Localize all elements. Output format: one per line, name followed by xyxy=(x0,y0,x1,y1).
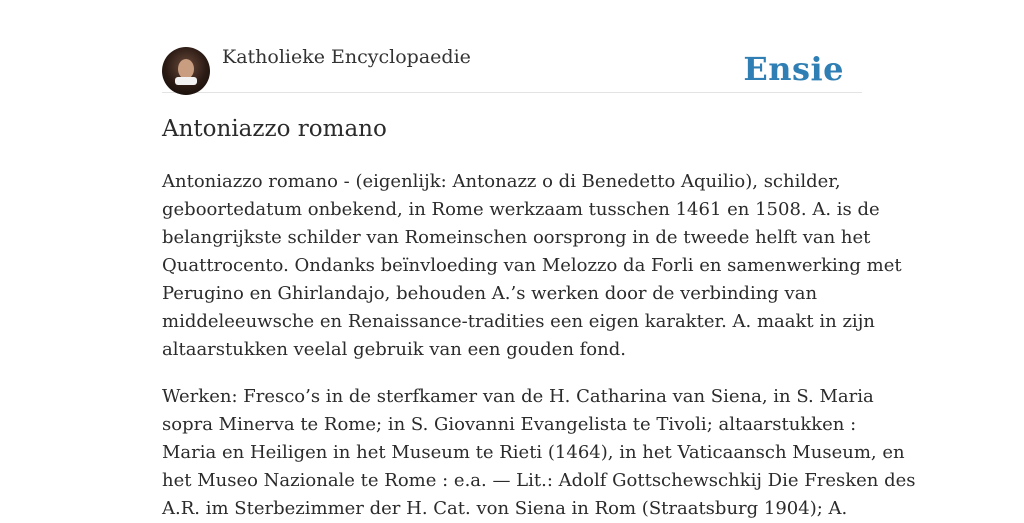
paragraph-line: belangrijkste schilder van Romeinschen oorsprong in de tweede helft van het xyxy=(162,227,871,248)
paragraph-line: het Museo Nazionale te Rome : e.a. — Lit.: Adolf Gottschewschkij Die Fresken des xyxy=(162,470,916,491)
article-paragraph-1 xyxy=(162,168,902,364)
paragraph-line: Perugino en Ghirlandajo, behouden A.’s werken door de verbinding van xyxy=(162,283,818,304)
site-header xyxy=(162,0,862,93)
paragraph-line: Antoniazzo romano - (eigenlijk: Antonazz o di Benedetto Aquilio), schilder, xyxy=(162,171,841,192)
brand-logo[interactable]: Ensie xyxy=(743,50,844,88)
paragraph-line: A.R. im Sterbezimmer der H. Cat. von Siena in Rom (Straatsburg 1904); A. xyxy=(162,498,848,519)
avatar[interactable] xyxy=(162,47,210,95)
paragraph-line: Maria en Heiligen in het Museum te Rieti (1464), in het Vaticaansch Museum, en xyxy=(162,442,905,463)
article-paragraph-2 xyxy=(162,383,916,523)
portrait-collar xyxy=(175,77,197,85)
paragraph-line: sopra Minerva te Rome; in S. Giovanni Evangelista te Tivoli; altaarstukken : xyxy=(162,414,857,435)
paragraph-line: geboortedatum onbekend, in Rome werkzaam tusschen 1461 en 1508. A. is de xyxy=(162,199,880,220)
page-container xyxy=(162,0,916,519)
portrait-face xyxy=(178,59,194,79)
site-name-link[interactable]: Katholieke Encyclopaedie xyxy=(222,46,471,68)
paragraph-line: Werken: Fresco’s in de sterfkamer van de H. Catharina van Siena, in S. Maria xyxy=(162,386,874,407)
page-title: Antoniazzo romano xyxy=(162,116,387,142)
paragraph-line: Quattrocento. Ondanks beïnvloeding van Melozzo da Forli en samenwerking met xyxy=(162,255,902,276)
paragraph-line: altaarstukken veelal gebruik van een gouden fond. xyxy=(162,339,626,360)
paragraph-line: middeleeuwsche en Renaissance-tradities een eigen karakter. A. maakt in zijn xyxy=(162,311,875,332)
